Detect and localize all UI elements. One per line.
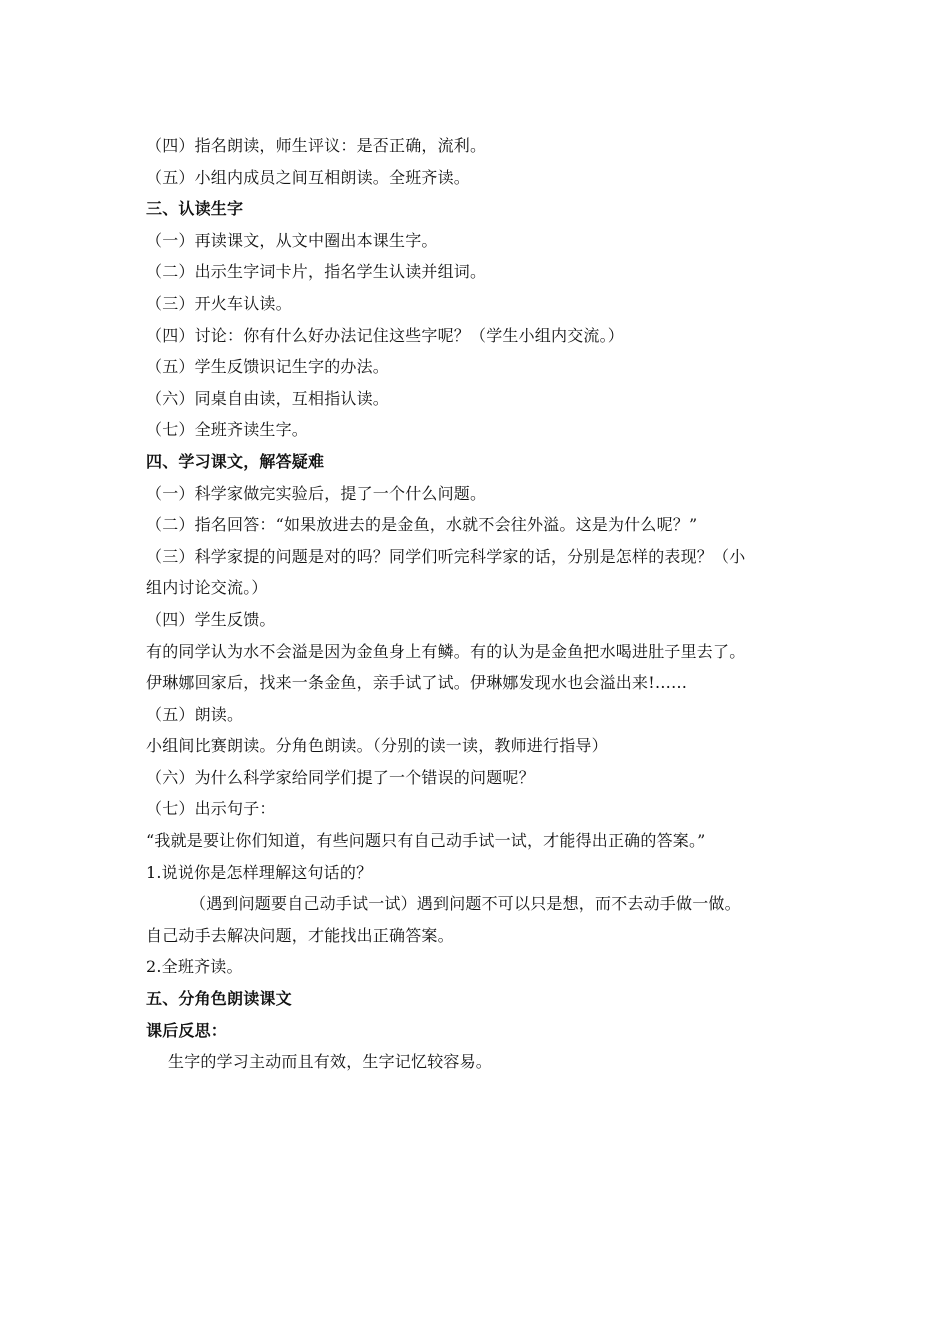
- section-3-item-6: （六）同桌自由读，互相指认读。: [146, 388, 390, 408]
- section-3-item-1: （一）再读课文，从文中圈出本课生字。: [146, 230, 438, 250]
- question-2: 2.全班齐读。: [146, 957, 243, 977]
- question-1: 1.说说你是怎样理解这句话的？: [146, 862, 373, 882]
- reflection-heading: 课后反思：: [146, 1020, 228, 1040]
- section-3-heading: 三、认读生字: [146, 199, 244, 219]
- feedback-paragraph-1: 有的同学认为水不会溢是因为金鱼身上有鳞。有的认为是金鱼把水喝进肚子里去了。: [146, 641, 746, 661]
- section-4-item-3: （三）科学家提的问题是对的吗？同学们听完科学家的话，分别是怎样的表现？（小: [146, 546, 746, 566]
- section-4-item-7: （七）出示句子：: [146, 799, 276, 819]
- section-3-item-3: （三）开火车认读。: [146, 293, 292, 313]
- section-4-item-3-continued: 组内讨论交流。）: [146, 578, 268, 598]
- section-4-item-5: （五）朗读。: [146, 704, 244, 724]
- document-page: [146, 130, 786, 1078]
- step-4-read-aloud: （四）指名朗读，师生评议：是否正确，流利。: [146, 136, 487, 155]
- section-3-item-2: （二）出示生字词卡片，指名学生认读并组词。: [146, 262, 487, 282]
- section-3-item-4: （四）讨论：你有什么好办法记住这些字呢？（学生小组内交流。）: [146, 325, 625, 345]
- section-4-item-4: （四）学生反馈。: [146, 609, 276, 629]
- answer-1-line-1: （遇到问题要自己动手试一试）遇到问题不可以只是想，而不去动手做一做。: [190, 894, 741, 914]
- section-3-item-7: （七）全班齐读生字。: [146, 420, 309, 440]
- quoted-sentence: “我就是要让你们知道，有些问题只有自己动手试一试，才能得出正确的答案。”: [146, 831, 706, 851]
- section-4-heading: 四、学习课文，解答疑难: [146, 451, 325, 471]
- step-5-group-read: （五）小组内成员之间互相朗读。全班齐读。: [146, 167, 471, 187]
- reading-activity: 小组间比赛朗读。分角色朗读。（分别的读一读，教师进行指导）: [146, 736, 608, 756]
- reflection-text: 生字的学习主动而且有效，生字记忆较容易。: [168, 1052, 493, 1072]
- section-4-item-6: （六）为什么科学家给同学们提了一个错误的问题呢？: [146, 767, 535, 787]
- section-4-item-2: （二）指名回答：“如果放进去的是金鱼，水就不会往外溢。这是为什么呢？”: [146, 515, 698, 535]
- answer-1-line-2: 自己动手去解决问题，才能找出正确答案。: [146, 925, 454, 945]
- section-5-heading: 五、分角色朗读课文: [146, 989, 292, 1009]
- section-3-item-5: （五）学生反馈识记生字的办法。: [146, 357, 390, 377]
- feedback-paragraph-2: 伊琳娜回家后，找来一条金鱼，亲手试了试。伊琳娜发现水也会溢出来!……: [146, 673, 688, 693]
- section-4-item-1: （一）科学家做完实验后，提了一个什么问题。: [146, 483, 487, 503]
